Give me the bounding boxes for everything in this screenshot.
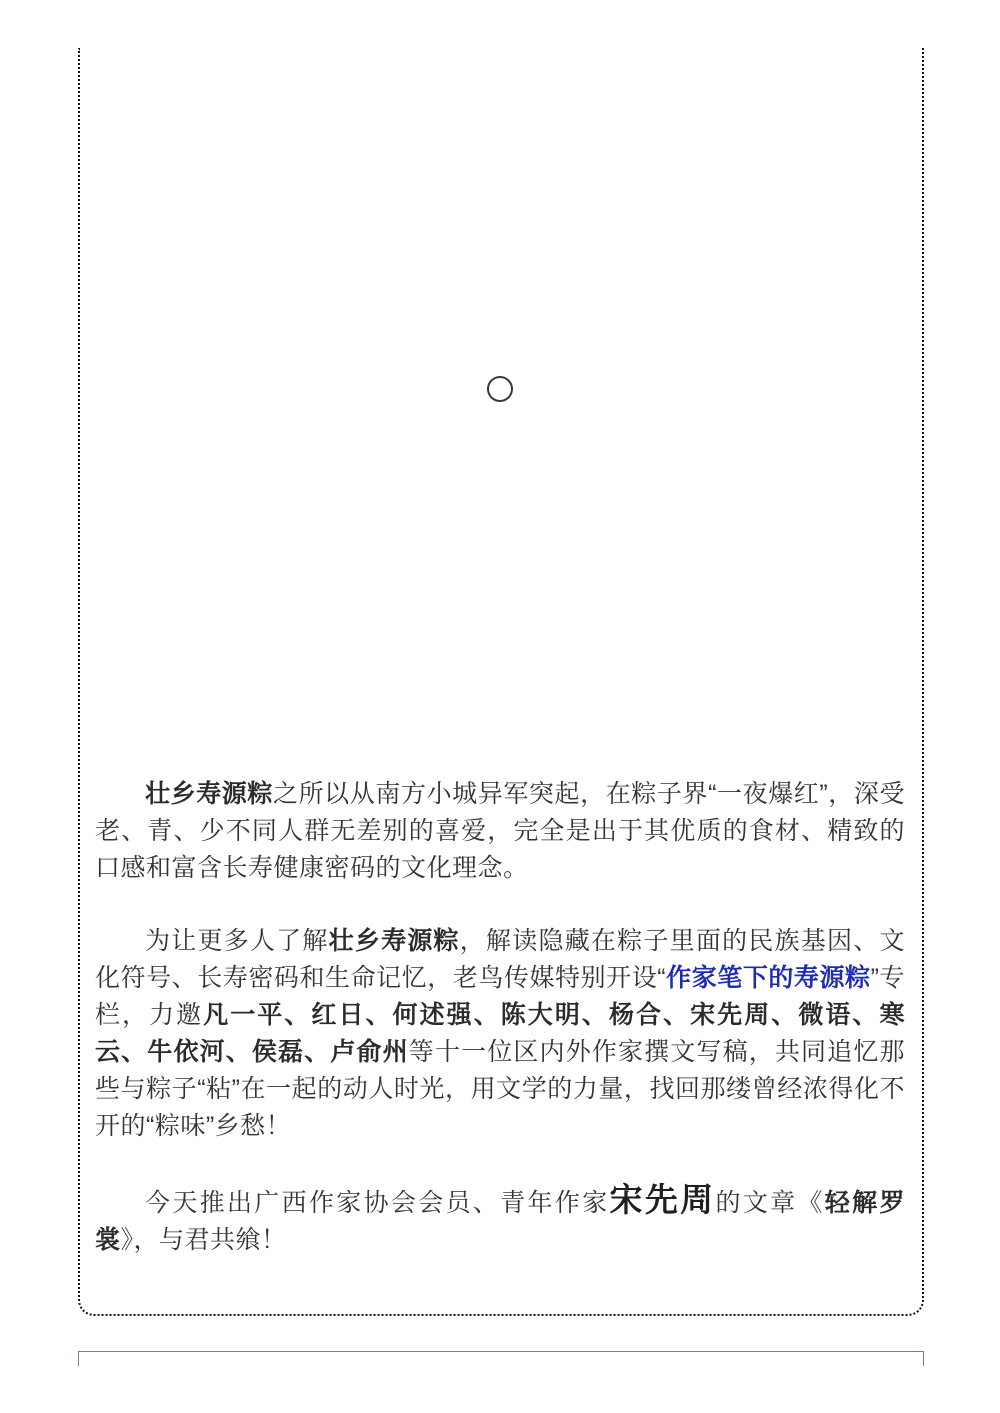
author-names-bold: 凡一平、红日、何述强、陈大明、杨合、宋先周、微语、寒云、牛依河、侯磊、卢俞州	[95, 1001, 905, 1066]
article-body	[95, 776, 905, 1259]
article-paragraph-announcement	[95, 1181, 905, 1259]
author-name-large: 宋先周	[609, 1181, 716, 1218]
loading-circle-icon	[487, 376, 513, 402]
text-segment: 等十一位区内外作家撰文写稿，共同追忆那些与粽子“粘”在一起的动人时光，用文学的力量，找回那缕曾经浓得化不开的“粽味”乡愁！	[95, 1038, 905, 1140]
brand-name-bold: 壮乡寿源粽	[145, 780, 273, 808]
column-link[interactable]: 作家笔下的寿源粽	[666, 964, 871, 992]
text-segment: 》，与君共飨！	[120, 1226, 287, 1254]
text-segment: 之所以从南方小城异军突起，在粽子界“一夜爆红”，深受老、青、少不同人群无差别的喜爱，完全是出于其优质的食材、精致的口感和富含长寿健康密码的文化理念。	[95, 780, 905, 882]
article-paragraph-column	[95, 923, 905, 1145]
brand-name-bold: 壮乡寿源粽	[328, 927, 460, 955]
text-segment: ”专栏，力邀	[95, 964, 905, 1029]
article-title-bold: 轻解罗裳	[95, 1189, 905, 1254]
text-segment: 今天推出广西作家协会会员、青年作家	[145, 1189, 610, 1217]
article-paragraph-intro	[95, 776, 905, 887]
next-section-container	[78, 1351, 924, 1366]
text-segment: ，解读隐藏在粽子里面的民族基因、文化符号、长寿密码和生命记忆，老鸟传媒特别开设“	[95, 927, 905, 992]
text-segment: 为让更多人了解	[145, 927, 329, 955]
text-segment: 的文章《	[715, 1189, 825, 1217]
